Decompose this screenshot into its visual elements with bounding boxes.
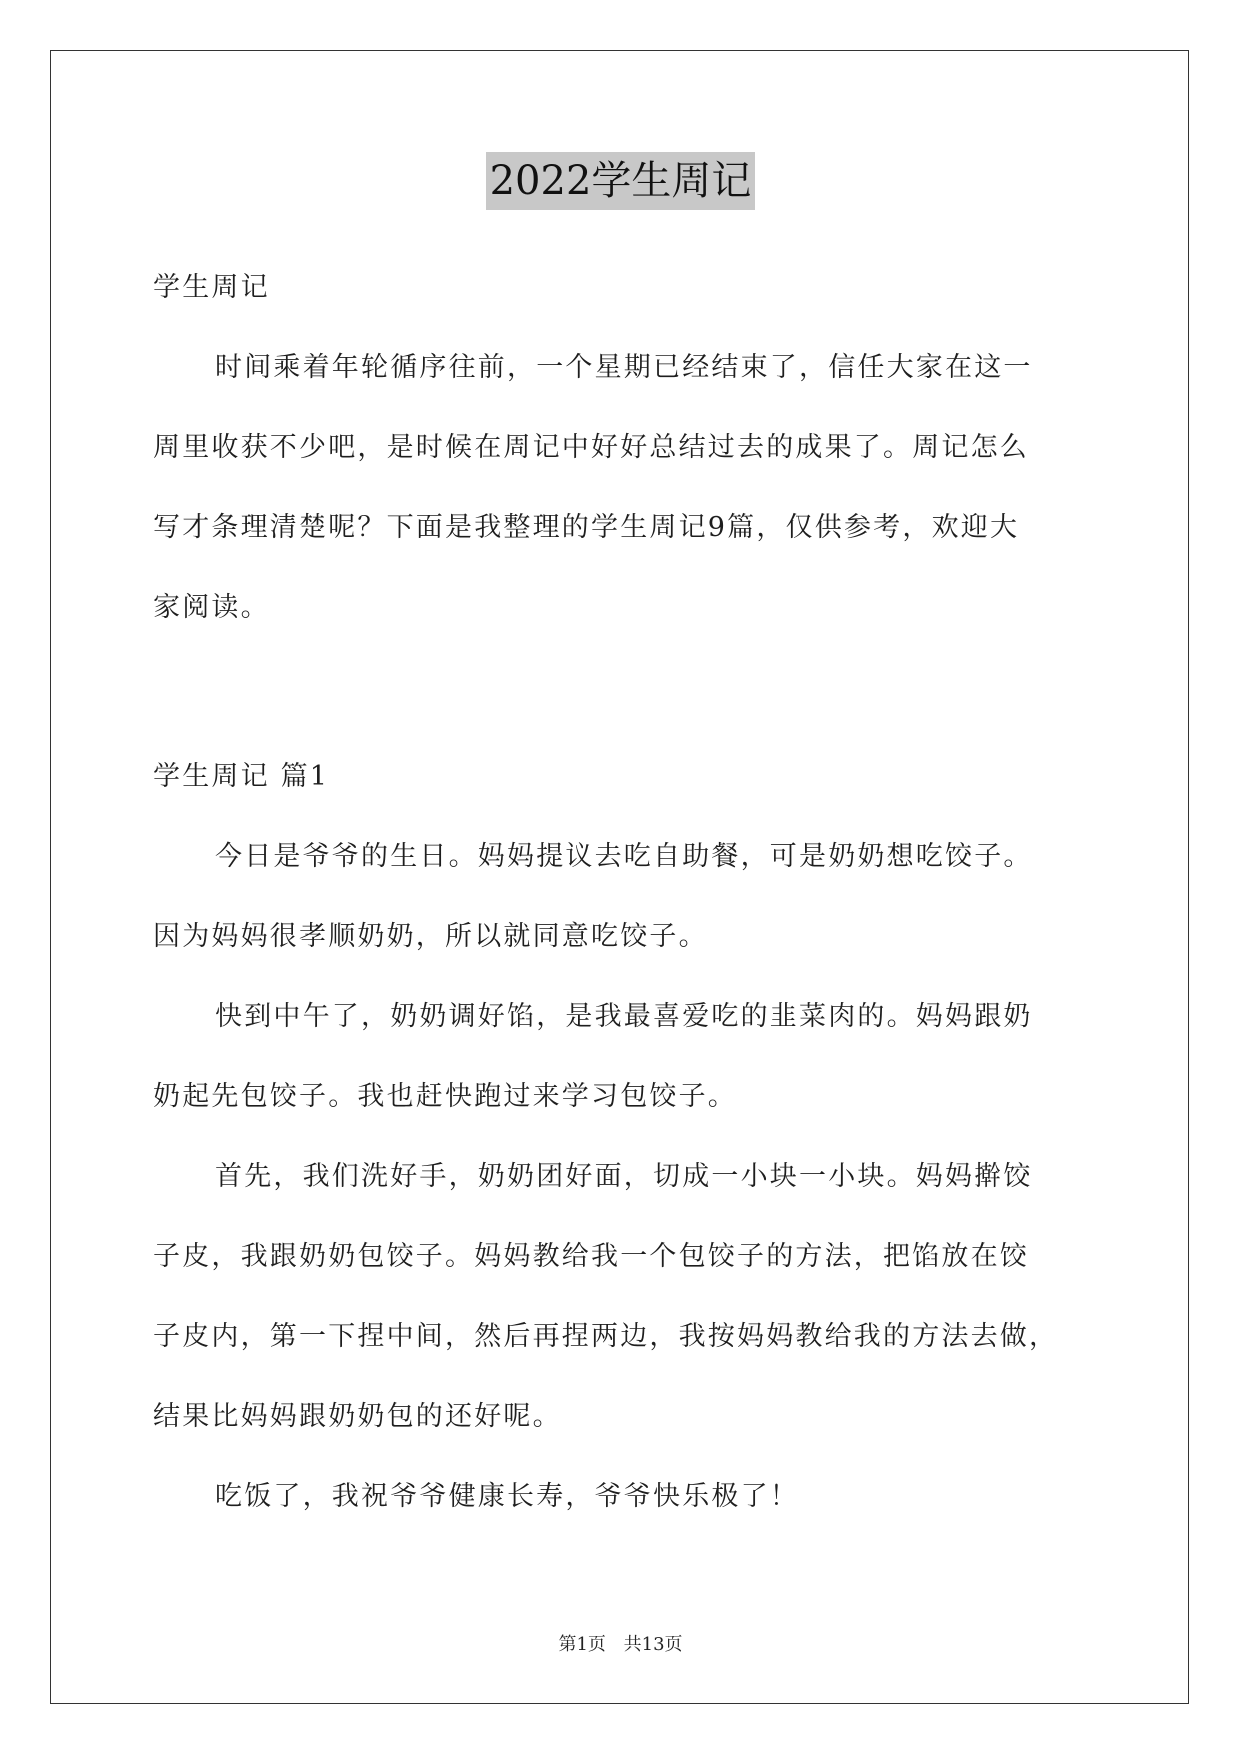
paragraph-line: 写才条理清楚呢？下面是我整理的学生周记9篇，仅供参考，欢迎大 — [153, 512, 1020, 543]
paragraph-line: 奶起先包饺子。我也赶快跑过来学习包饺子。 — [153, 1081, 737, 1112]
paragraph-line: 子皮，我跟奶奶包饺子。妈妈教给我一个包饺子的方法，把馅放在饺 — [153, 1241, 1029, 1272]
paragraph-line: 今日是爷爷的生日。妈妈提议去吃自助餐，可是奶奶想吃饺子。 — [215, 841, 1033, 872]
section-heading-intro: 学生周记 — [153, 272, 270, 303]
section-heading-part1: 学生周记 篇1 — [153, 761, 330, 792]
paragraph-line: 快到中午了，奶奶调好馅，是我最喜爱吃的韭菜肉的。妈妈跟奶 — [215, 1001, 1033, 1032]
page-number: 第1页 — [558, 1634, 606, 1655]
paragraph-line: 结果比妈妈跟奶奶包的还好呢。 — [153, 1401, 562, 1432]
paragraph-line: 时间乘着年轮循序往前，一个星期已经结束了，信任大家在这一 — [215, 352, 1033, 383]
page-total: 共13页 — [623, 1634, 683, 1655]
document-title: 2022学生周记 — [486, 152, 756, 210]
paragraph-line: 子皮内，第一下捏中间，然后再捏两边，我按妈妈教给我的方法去做， — [153, 1321, 1059, 1352]
paragraph-line: 首先，我们洗好手，奶奶团好面，切成一小块一小块。妈妈擀饺 — [215, 1161, 1033, 1192]
title-container — [0, 152, 1241, 210]
paragraph-line: 吃饭了，我祝爷爷健康长寿，爷爷快乐极了！ — [215, 1481, 799, 1512]
paragraph-line: 周里收获不少吧，是时候在周记中好好总结过去的成果了。周记怎么 — [153, 432, 1029, 463]
paragraph-line: 因为妈妈很孝顺奶奶，所以就同意吃饺子。 — [153, 921, 708, 952]
page-footer — [0, 1630, 1241, 1656]
paragraph-line: 家阅读。 — [153, 592, 270, 623]
